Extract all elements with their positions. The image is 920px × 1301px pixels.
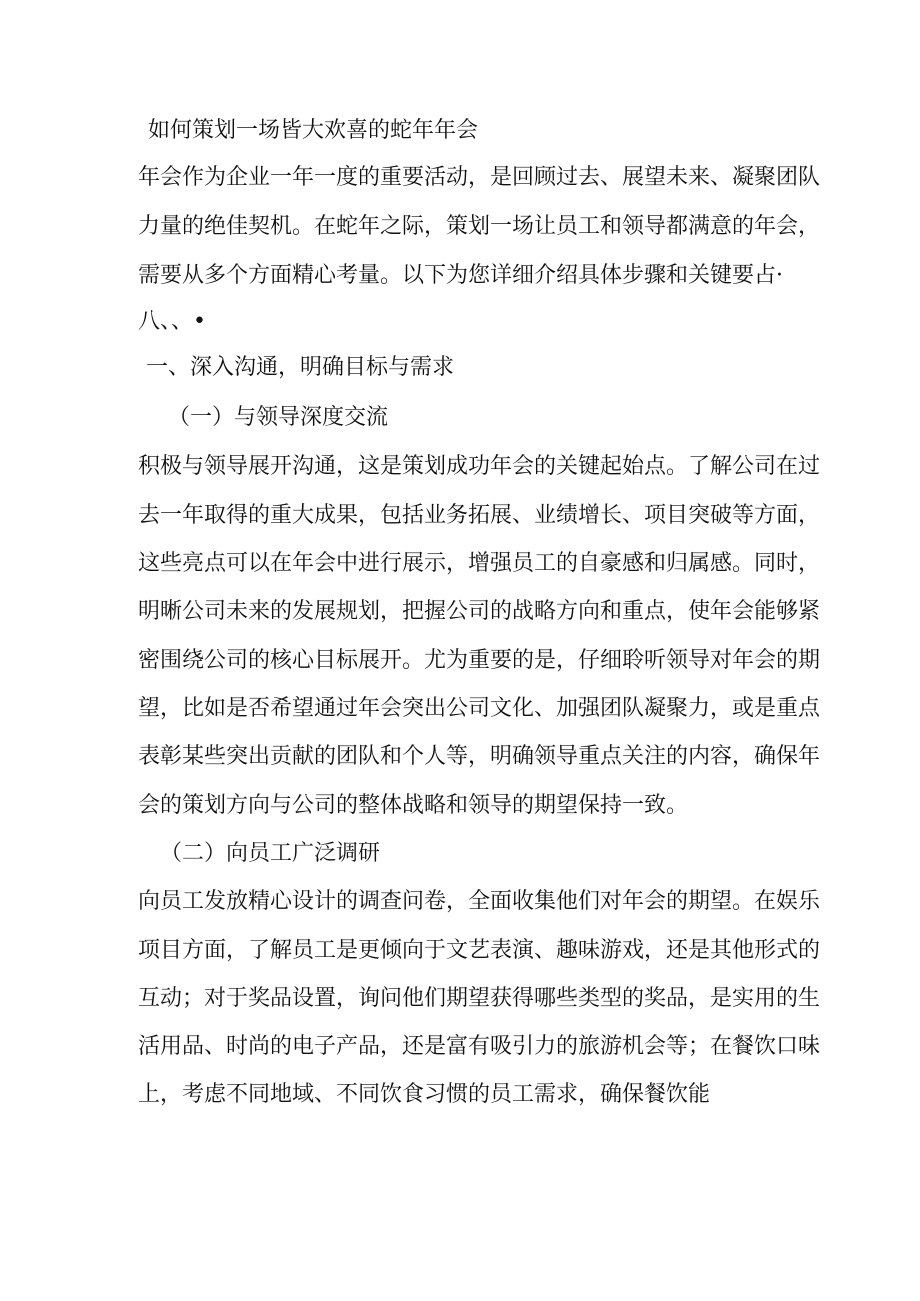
sub2-line-5: 上，考虑不同地域、不同饮食习惯的员工需求，确保餐饮能 (138, 1082, 711, 1107)
sub1-line-5: 密围绕公司的核心目标展开。尤为重要的是，仔细聆听领导对年会的期 (138, 648, 821, 673)
sub2-line-2: 项目方面，了解员工是更倾向于文艺表演、趣味游戏，还是其他形式的 (138, 938, 821, 963)
section-1-heading: 一、深入沟通，明确目标与需求 (146, 355, 455, 380)
sub1-line-4: 明晰公司未来的发展规划，把握公司的战略方向和重点，使年会能够紧 (138, 599, 821, 624)
sub1-line-7: 表彰某些突出贡献的团队和个人等，明确领导重点关注的内容，确保年 (138, 744, 821, 769)
sub2-line-4: 活用品、时尚的电子产品，还是富有吸引力的旅游机会等；在餐饮口味 (138, 1034, 821, 1059)
sub1-line-1: 积极与领导展开沟通，这是策划成功年会的关键起始点。了解公司在过 (138, 454, 821, 479)
sub2-line-3: 互动；对于奖品设置，询问他们期望获得哪些类型的奖品，是实用的生 (138, 986, 821, 1011)
subsection-2-heading: （二）向员工广泛调研 (160, 841, 381, 866)
sub2-line-1: 向员工发放精心设计的调查问卷，全面收集他们对年会的期望。在娱乐 (138, 889, 821, 914)
intro-line-4: 八、、• (138, 309, 206, 334)
sub1-line-2: 去一年取得的重大成果，包括业务拓展、业绩增长、项目突破等方面， (138, 503, 821, 528)
document-title: 如何策划一场皆大欢喜的蛇年年会 (148, 118, 479, 143)
sub1-line-6: 望，比如是否希望通过年会突出公司文化、加强团队凝聚力，或是重点 (138, 696, 821, 721)
intro-line-2: 力量的绝佳契机。在蛇年之际，策划一场让员工和领导都满意的年会， (138, 214, 821, 239)
intro-line-3: 需要从多个方面精心考量。以下为您详细介绍具体步骤和关键要占· (138, 263, 783, 288)
subsection-1-heading: （一）与领导深度交流 (168, 405, 389, 430)
sub1-line-8: 会的策划方向与公司的整体战略和领导的期望保持一致。 (138, 793, 689, 818)
sub1-line-3: 这些亮点可以在年会中进行展示，增强员工的自豪感和归属感。同时， (138, 551, 821, 576)
intro-line-1: 年会作为企业一年一度的重要活动，是回顾过去、展望未来、凝聚团队 (138, 165, 821, 190)
